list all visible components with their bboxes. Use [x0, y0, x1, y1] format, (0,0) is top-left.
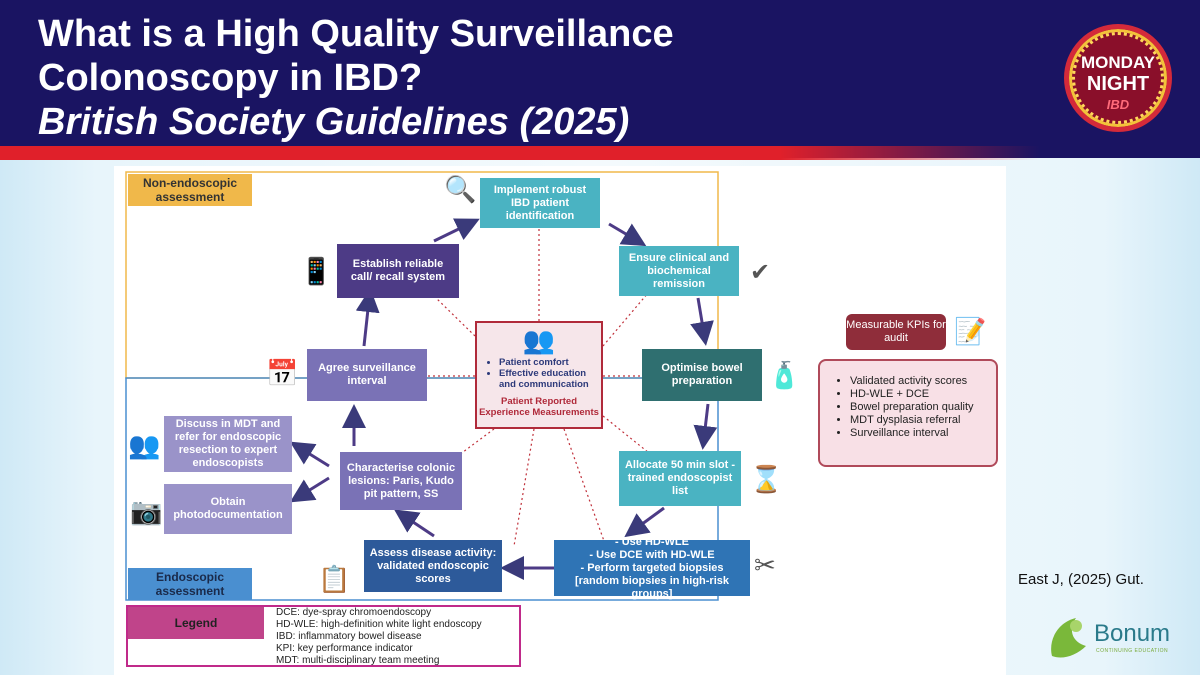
center-bullet-2: • Effective education and communication — [499, 368, 601, 390]
kpi-list — [818, 359, 998, 467]
step-characterise: Characterise colonic lesions: Paris, Kudo pit pattern, SS — [340, 452, 462, 510]
endoscope-tool-icon: ✂ — [754, 550, 776, 580]
header-accent-bar — [0, 146, 1040, 160]
step-remission: Ensure clinical and biochemical remission — [619, 246, 739, 296]
legend-item: HD-WLE: high-definition white light endoscopy — [276, 619, 482, 630]
step-hdwle: - Use HD-WLE - Use DCE with HD-WLE - Perform targeted biopsies [random biopsies in high-risk groups] — [554, 540, 750, 596]
guideline-figure — [114, 166, 1006, 675]
title-line-1: What is a High Quality Surveillance — [38, 13, 674, 55]
hourglass-icon: ⌛ — [750, 464, 783, 494]
title-line-3: British Society Guidelines (2025) — [38, 101, 630, 143]
bonum-logo — [1046, 612, 1194, 660]
title-line-2: Colonoscopy in IBD? — [38, 57, 423, 99]
stamp-icon: 📝 — [954, 316, 987, 346]
magnifier-icon: 🔍 — [444, 174, 477, 204]
slide-header — [0, 0, 1200, 158]
bonum-leaf-icon — [1046, 612, 1094, 660]
kpi-title: Measurable KPIs for audit — [846, 314, 946, 350]
legend-item: KPI: key performance indicator — [276, 643, 413, 654]
bottle-icon: 🧴 — [768, 360, 801, 390]
citation: East J, (2025) Gut. — [1018, 571, 1144, 588]
center-bullet-1: • Patient comfort — [499, 357, 601, 368]
legend-item: MDT: multi-disciplinary team meeting — [276, 655, 440, 666]
legend-item: DCE: dye-spray chromoendoscopy — [276, 607, 432, 618]
checkmark-icon: ✔ — [750, 259, 771, 286]
logo-text-2: NIGHT — [1086, 73, 1150, 95]
legend-items — [276, 607, 482, 667]
step-slot: Allocate 50 min slot - trained endoscopist list — [619, 451, 741, 506]
kpi-item: • Bowel preparation quality — [850, 401, 988, 414]
center-patient-box — [475, 321, 603, 429]
logo-text-1: MONDAY — [1081, 53, 1155, 72]
step-identify: Implement robust IBD patient identification — [480, 178, 600, 228]
camera-icon: 📷 — [130, 496, 163, 526]
bonum-tagline: CONTINUING EDUCATION — [1096, 648, 1169, 654]
calendar-icon: 📅 — [266, 358, 299, 388]
step-bowel-prep: Optimise bowel preparation — [642, 349, 762, 401]
legend-box — [126, 605, 521, 667]
step-recall: Establish reliable call/ recall system — [337, 244, 459, 298]
patient-care-icon: 👥 — [522, 325, 556, 355]
bonum-name: Bonum — [1094, 620, 1171, 647]
kpi-item: • HD-WLE + DCE — [850, 388, 988, 401]
step-agree-interval: Agree surveillance interval — [307, 349, 427, 401]
step-mdt: Discuss in MDT and refer for endoscopic resection to expert endoscopists — [164, 416, 292, 472]
legend-item: IBD: inflammatory bowel disease — [276, 631, 422, 642]
label-endoscopic: Endoscopic assessment — [128, 568, 252, 600]
label-non-endoscopic: Non-endoscopic assessment — [128, 174, 252, 206]
slide-title — [38, 12, 674, 144]
checklist-icon: 📋 — [318, 564, 351, 594]
legend-heading: Legend — [128, 607, 264, 639]
step-photo: Obtain photodocumentation — [164, 484, 292, 534]
kpi-item: • Validated activity scores — [850, 375, 988, 388]
kpi-item: • MDT dysplasia referral — [850, 414, 988, 427]
meeting-icon: 👥 — [128, 430, 161, 460]
phone-recall-icon: 📱 — [300, 256, 333, 286]
center-footer: Patient Reported Experience Measurements — [479, 396, 599, 418]
logo-text-3: IBD — [1106, 97, 1130, 112]
kpi-item: • Surveillance interval — [850, 427, 988, 440]
monday-night-ibd-logo — [1064, 24, 1172, 132]
step-disease-activity: Assess disease activity: validated endoscopic scores — [364, 540, 502, 592]
